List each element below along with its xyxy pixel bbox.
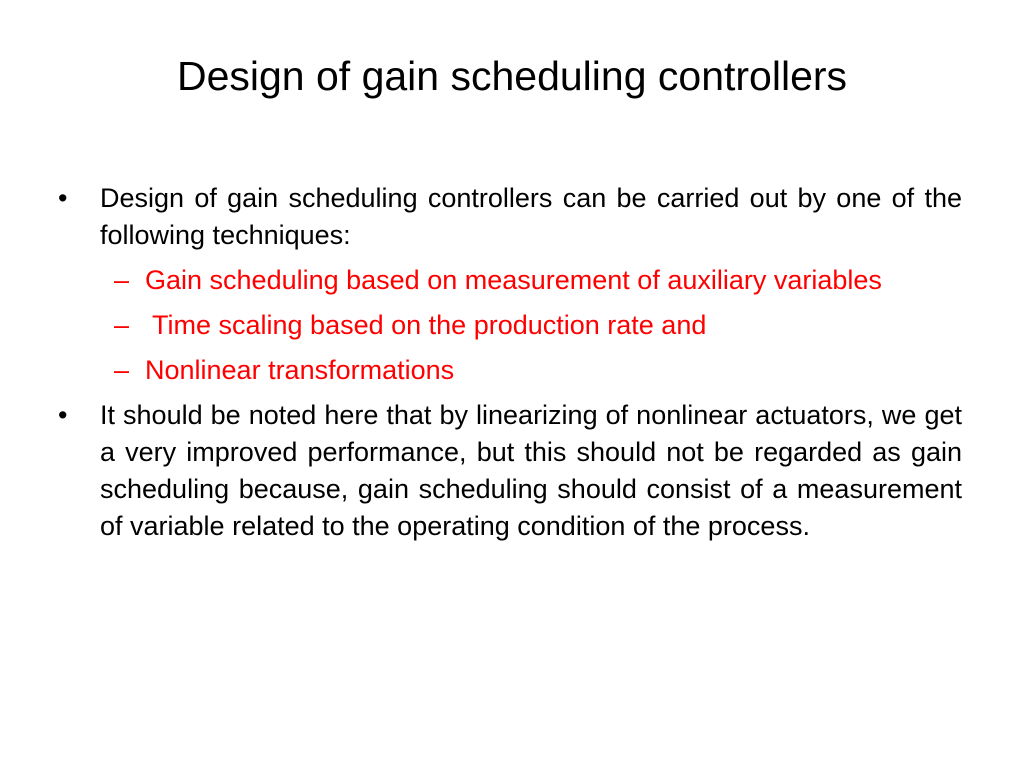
sub-bullet-text: Gain scheduling based on measurement of auxiliary variables xyxy=(145,265,882,295)
bullet-text: Design of gain scheduling controllers can be carried out by one of the following techniques: xyxy=(100,183,962,250)
dash-marker: – xyxy=(114,310,130,340)
slide-body xyxy=(58,180,962,553)
bullet-item xyxy=(58,397,962,545)
sub-bullet-item xyxy=(58,307,962,344)
slide-title: Design of gain scheduling controllers xyxy=(176,53,848,99)
bullet-marker: • xyxy=(58,400,68,430)
sub-bullet-item xyxy=(58,262,962,299)
sub-bullet-item xyxy=(58,352,962,389)
sub-bullet-text: Nonlinear transformations xyxy=(145,355,455,385)
bullet-item xyxy=(58,180,962,254)
dash-marker: – xyxy=(114,355,130,385)
bullet-marker: • xyxy=(58,183,68,213)
dash-marker: – xyxy=(114,265,130,295)
sub-bullet-text: Time scaling based on the production rate and xyxy=(145,310,707,340)
bullet-text: It should be noted here that by linearizing of nonlinear actuators, we get a very improved performance, but this should not be regarded as gain scheduling because, gain scheduling should consist of a measurement of variable related to the operating condition of the process. xyxy=(100,400,962,541)
